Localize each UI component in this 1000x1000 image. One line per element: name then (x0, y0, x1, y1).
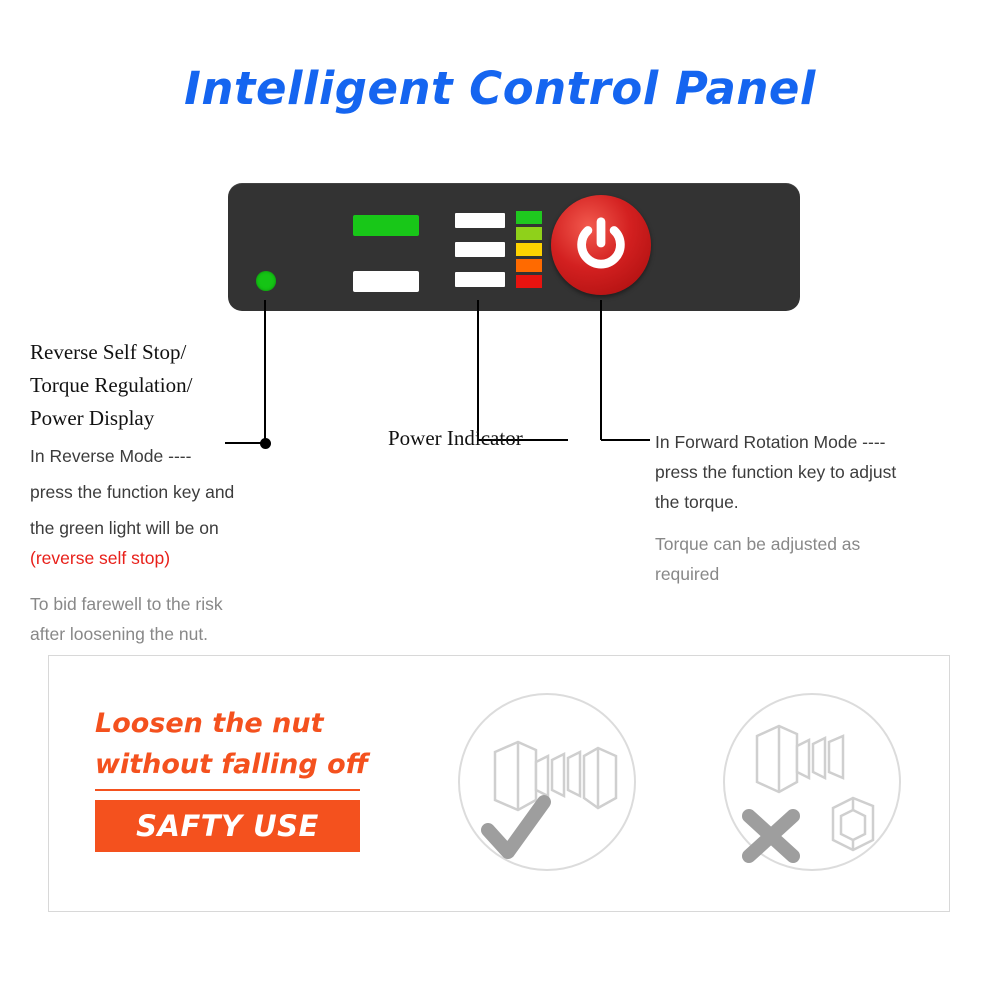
safety-use-badge: SAFTY USE (95, 800, 360, 852)
level-bar-lightgreen (516, 227, 542, 240)
power-indicator-segment-1 (455, 213, 505, 228)
power-button[interactable] (551, 195, 651, 295)
callout-left-red-note: (reverse self stop) (30, 548, 171, 568)
callout-left-gray-2: after loosening the nut. (30, 624, 209, 644)
callout-left-heading-1: Reverse Self Stop/ (30, 340, 187, 364)
safety-headline-2: without falling off (95, 749, 369, 780)
callout-power-indicator-label: Power Indicator (388, 426, 523, 450)
callout-left-body-3: the green light will be on (30, 518, 219, 538)
safety-text-block (95, 703, 395, 852)
status-bar-green (353, 215, 419, 236)
callout-left-gray-1: To bid farewell to the risk (30, 594, 223, 614)
callout-right-gray-1: Torque can be adjusted as (655, 534, 861, 554)
safety-underline-divider (95, 789, 360, 791)
power-indicator-segment-3 (455, 272, 505, 287)
illustration-bolt-correct (440, 690, 655, 885)
callout-right-body-1: In Forward Rotation Mode ---- (655, 432, 886, 452)
callout-right (655, 427, 955, 589)
green-indicator-light-icon (256, 271, 276, 291)
illustration-bolt-incorrect (705, 690, 920, 885)
callout-right-body-3: the torque. (655, 492, 739, 512)
callout-left-body-2: press the function key and (30, 482, 235, 502)
level-bar-green (516, 211, 542, 224)
status-bar-white (353, 271, 419, 292)
callout-left-body-1: In Reverse Mode ---- (30, 446, 192, 466)
page-title: Intelligent Control Panel (184, 62, 816, 115)
callout-right-gray-2: required (655, 564, 720, 584)
power-indicator-segment-2 (455, 242, 505, 257)
cross-mark-icon (749, 816, 793, 856)
callout-left-heading-3: Power Display (30, 406, 155, 430)
control-panel-device (228, 183, 800, 311)
callout-left-heading-2: Torque Regulation/ (30, 373, 193, 397)
level-bar-yellow (516, 243, 542, 256)
safety-headline-1: Loosen the nut (95, 708, 324, 739)
callout-left (30, 336, 330, 649)
level-bar-orange (516, 259, 542, 272)
level-bar-red (516, 275, 542, 288)
callout-right-body-2: press the function key to adjust (655, 462, 897, 482)
power-icon (570, 214, 632, 276)
